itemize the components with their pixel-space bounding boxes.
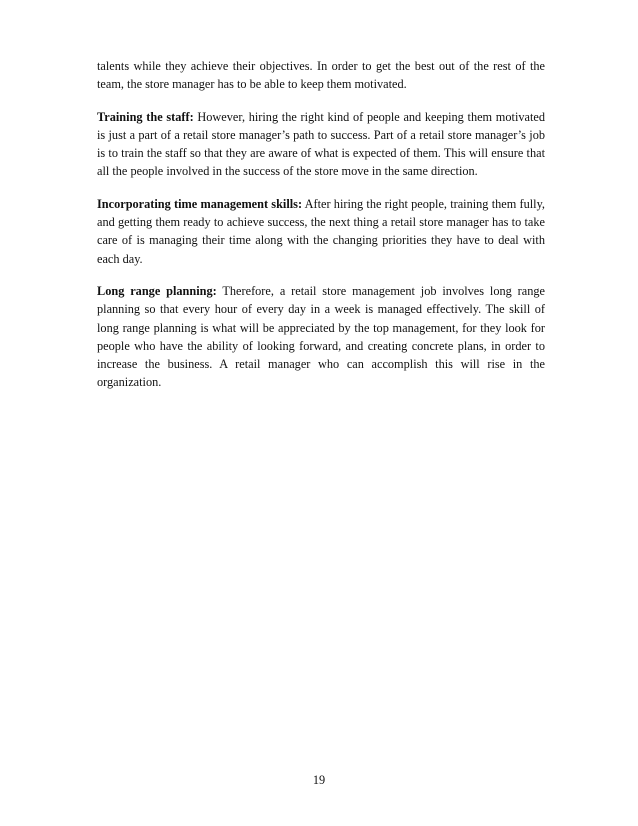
paragraph-heading: Long range planning:: [97, 283, 217, 298]
paragraph-text: talents while they achieve their objectives. In order to get the best out of the rest of the team, the store manager has to be able to keep them motivated.: [97, 59, 545, 92]
paragraph-text: After hiring the right people, training them fully, and getting them ready to achieve success, the next thing a retail store manager has to take care of is managing their time along with the changing priorities they have to deal with each day.: [97, 196, 546, 266]
page-number: 19: [312, 773, 326, 787]
paragraph-long-range-planning: [97, 282, 545, 392]
paragraph-continuation: [97, 57, 545, 94]
paragraph-time-management: [97, 195, 545, 268]
paragraph-heading: Training the staff:: [97, 109, 194, 124]
paragraph-text: Therefore, a retail store management job involves long range planning so that every hour of every day in a week is managed effectively. The skill of long range planning is what will be appreciated by the top management, for they look for people who have the ability of looking forward, and creating concrete plans, in order to increase the business. A retail manager who can accomplish this will rise in the organization.: [97, 283, 545, 390]
paragraph-text: However, hiring the right kind of people and keeping them motivated is just a part of a retail store manager’s path to success. Part of a retail store manager’s job is to train the staff so that they are aware of what is expected of them. This will ensure that all the people involved in the success of the store move in the same direction.: [97, 109, 545, 179]
body-text: [97, 57, 545, 406]
paragraph-training-the-staff: [97, 108, 545, 181]
paragraph-heading: Incorporating time management skills:: [97, 196, 303, 211]
